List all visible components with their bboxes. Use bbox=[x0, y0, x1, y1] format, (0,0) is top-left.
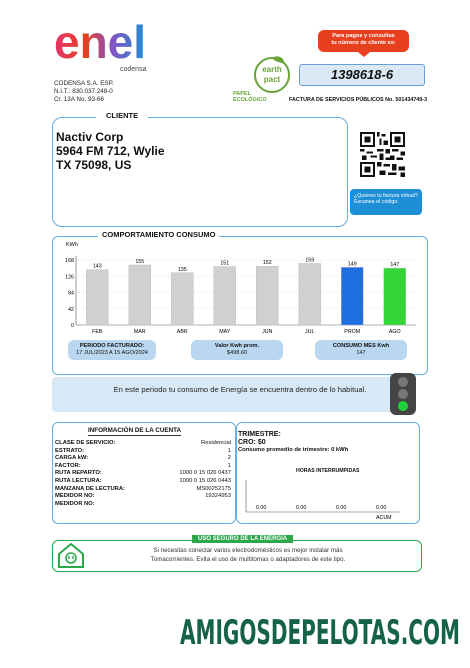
outage-chart bbox=[240, 476, 410, 522]
y-tick-label: 84 bbox=[68, 290, 74, 297]
bar bbox=[129, 265, 151, 325]
info-key: RUTA REPARTO: bbox=[55, 470, 102, 477]
client-address: 5964 FM 712, Wylie bbox=[56, 144, 165, 158]
info-row bbox=[55, 455, 231, 462]
info-value: 1000 0 15 026 0443 bbox=[179, 478, 231, 484]
quarter-title: TRIMESTRE: CRO: $0 bbox=[238, 431, 281, 446]
info-row bbox=[55, 501, 231, 508]
y-tick-label: 168 bbox=[65, 258, 74, 264]
x-tick-label: FEB bbox=[92, 329, 103, 335]
info-key: MEDIDOR NO: bbox=[55, 493, 95, 500]
x-tick-label: MAR bbox=[133, 329, 146, 335]
info-key: MEDIDOR NO: bbox=[55, 500, 95, 507]
earth-pact-seal bbox=[252, 54, 292, 94]
quarter-average: Consumo promedio de trimestre: 0 kWh bbox=[238, 447, 349, 453]
bar bbox=[256, 266, 278, 325]
info-value: MS00252175 bbox=[196, 485, 231, 492]
info-key: CARGA kW: bbox=[55, 455, 89, 462]
data-label: 152 bbox=[262, 260, 272, 267]
info-key: MANZANA DE LECTURA: bbox=[55, 485, 125, 492]
info-row bbox=[55, 486, 231, 493]
arrow-down-icon bbox=[358, 52, 370, 57]
data-label: 0.00 bbox=[256, 505, 267, 511]
data-label: 155 bbox=[135, 259, 145, 266]
client-number: 1398618-6 bbox=[299, 64, 425, 86]
virtual-invoice-note: ¿Quieres tu factura virtual? Escanea el código. bbox=[350, 189, 422, 215]
client-name: Nactiv Corp bbox=[56, 130, 124, 144]
info-value: 1 bbox=[227, 447, 231, 454]
traffic-light-icon bbox=[390, 373, 416, 415]
data-label: 159 bbox=[305, 257, 315, 264]
bar bbox=[171, 273, 193, 325]
data-label: 143 bbox=[92, 263, 102, 270]
outage-chart-title: HORAS INTERRUMPIDAS bbox=[296, 468, 360, 474]
x-tick-label: PROM bbox=[344, 329, 361, 335]
data-label: 0.00 bbox=[296, 505, 307, 511]
info-key: RUTA LECTURA: bbox=[55, 478, 102, 484]
info-row bbox=[55, 470, 231, 477]
data-label: 135 bbox=[177, 266, 187, 273]
info-value: 2 bbox=[227, 455, 231, 462]
client-address: TX 75098, US bbox=[56, 158, 132, 172]
info-row bbox=[55, 440, 231, 447]
info-row bbox=[55, 493, 231, 500]
consumption-chart bbox=[56, 238, 426, 338]
info-value: 1000 0 15 026 0437 bbox=[179, 470, 231, 477]
x-tick-label: AGO bbox=[388, 329, 401, 335]
bar bbox=[86, 270, 108, 325]
info-row bbox=[55, 478, 231, 485]
x-tick-label: ACUM bbox=[376, 515, 392, 521]
data-label: 147 bbox=[390, 262, 400, 269]
summary-price: Valor Kwh prom. $498.60 bbox=[191, 340, 283, 360]
info-row bbox=[55, 448, 231, 455]
info-key: FACTOR: bbox=[55, 462, 81, 469]
client-label: CLIENTE bbox=[96, 111, 148, 120]
data-label: 0.00 bbox=[376, 505, 387, 511]
company-line: CODENSA S.A. ESP. bbox=[54, 80, 114, 87]
info-row bbox=[55, 463, 231, 470]
qr-code-icon[interactable] bbox=[360, 132, 405, 177]
company-info bbox=[54, 80, 114, 104]
watermark bbox=[180, 604, 462, 654]
brand-sub: codensa bbox=[120, 66, 147, 73]
x-tick-label: ABR bbox=[176, 329, 188, 335]
bar bbox=[214, 267, 236, 325]
info-key: CLASE DE SERVICIO: bbox=[55, 440, 116, 446]
info-value: Residencial bbox=[201, 440, 231, 446]
account-info-title: INFORMACIÓN DE LA CUENTA bbox=[88, 427, 182, 434]
data-label: 151 bbox=[220, 260, 230, 267]
company-line: N.I.T.: 830.037.248-0 bbox=[54, 88, 113, 95]
svg-text:pact: pact bbox=[263, 75, 281, 84]
y-axis-label: KWh bbox=[66, 242, 78, 248]
eco-paper-label: PAPEL ECOLÓGICO bbox=[233, 91, 267, 103]
summary-period: PERIODO FACTURADO: 17 JUL/2023 A 15 AGO/2024 bbox=[68, 340, 156, 360]
data-label: 0.00 bbox=[336, 505, 347, 511]
x-tick-label: JUN bbox=[262, 329, 273, 335]
x-tick-label: MAY bbox=[219, 329, 231, 335]
info-value: 19324953 bbox=[205, 493, 231, 500]
y-tick-label: 126 bbox=[65, 274, 74, 281]
enel-logo bbox=[54, 20, 158, 66]
client-details bbox=[56, 130, 165, 172]
invoice-number: FACTURA DE SERVICIOS PÚBLICOS No. 501434749-3 bbox=[289, 97, 428, 103]
bar bbox=[299, 263, 321, 325]
y-tick-label: 0 bbox=[71, 323, 74, 329]
svg-text:AMIGOSDEPELOTAS.COM: AMIGOSDEPELOTAS.COM bbox=[180, 613, 460, 653]
chart-title: COMPORTAMIENTO CONSUMO bbox=[98, 230, 219, 239]
safety-text: Si necesitas conectar varios electrodomésticos es mejor instalar más Tomacorrientes. Evita el uso de multitomas o adaptadores de este tipo. bbox=[150, 547, 346, 563]
info-key: ESTRATO: bbox=[55, 447, 85, 454]
svg-text:earth: earth bbox=[262, 65, 282, 74]
safety-title: USO SEGURO DE LA ENERGÍA bbox=[192, 535, 293, 543]
company-line: Cr. 13A No. 93-66 bbox=[54, 96, 105, 103]
x-tick-label: JUL bbox=[305, 329, 315, 335]
house-plug-icon bbox=[56, 540, 86, 570]
data-label: 149 bbox=[347, 261, 357, 268]
summary-consumption: CONSUMO MES Kwh 147 bbox=[315, 340, 407, 360]
brand-text: enel bbox=[54, 20, 147, 66]
payment-note: Para pagos y consultas tu número de cliente es: bbox=[318, 30, 409, 52]
bar bbox=[384, 268, 406, 325]
y-tick-label: 42 bbox=[68, 306, 74, 313]
consumption-message: En este periodo tu consumo de Energía se encuentra dentro de lo habitual. bbox=[113, 385, 367, 394]
info-value: 1 bbox=[227, 462, 231, 469]
bar bbox=[341, 267, 363, 325]
